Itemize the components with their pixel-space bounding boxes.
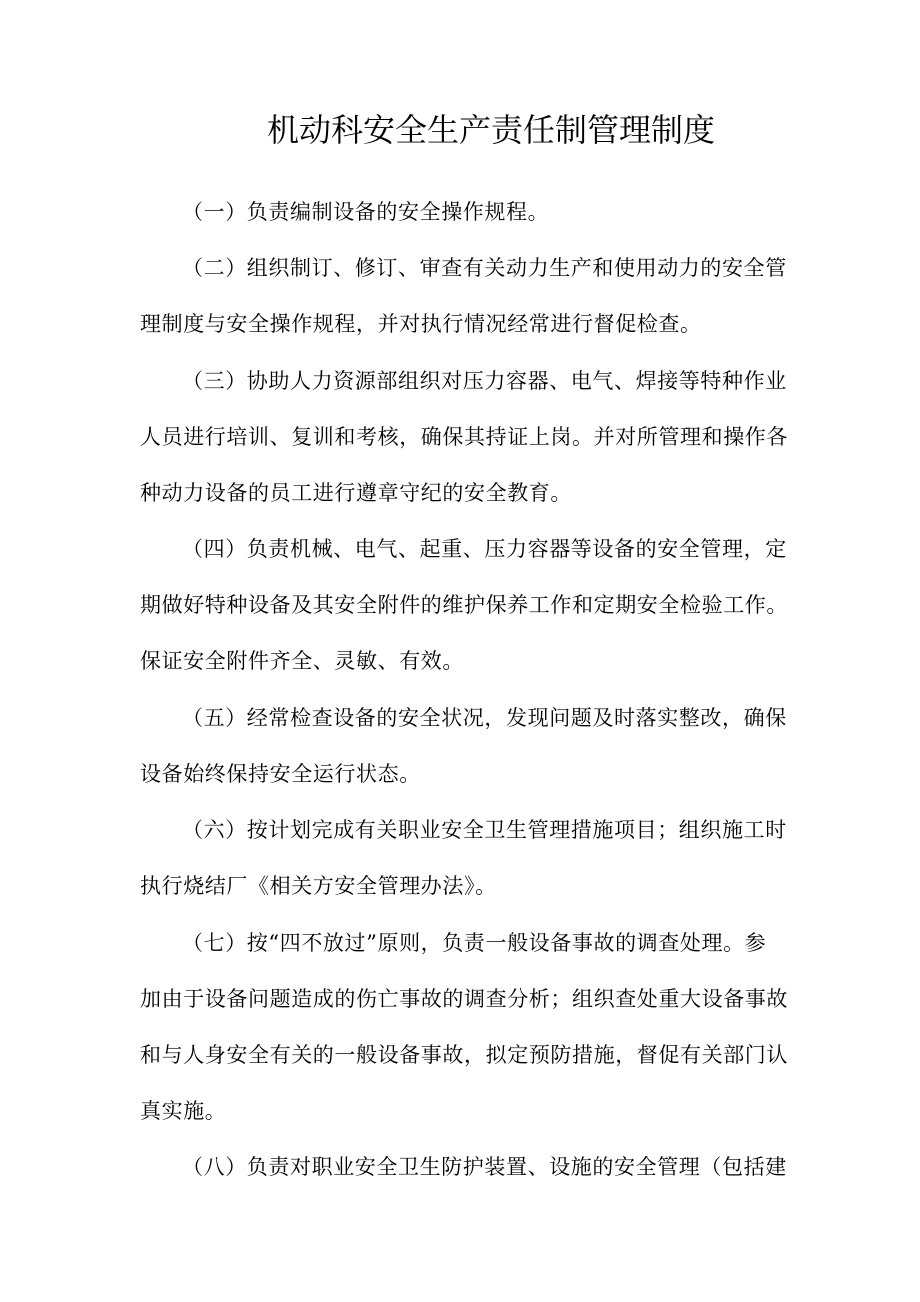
paragraph-4-line-3: 保证安全附件齐全、灵敏、有效。 [140,649,464,673]
paragraph-3-line-3: 种动力设备的员工进行遵章守纪的安全教育。 [140,481,572,505]
paragraph-4-line-1: （四）负责机械、电气、起重、压力容器等设备的安全管理，定 [182,537,787,561]
paragraph-8-line-1: （八）负责对职业安全卫生防护装置、设施的安全管理（包括建 [182,1155,787,1179]
paragraph-6-line-2: 执行烧结厂《相关方安全管理办法》。 [140,874,497,898]
document-title: 机动科安全生产责任制管理制度 [266,111,715,149]
paragraph-3-line-2: 人员进行培训、复训和考核，确保其持证上岗。并对所管理和操作各 [140,425,788,449]
paragraph-1-line-1: （一）负责编制设备的安全操作规程。 [182,200,550,224]
paragraph-6-line-1: （六）按计划完成有关职业安全卫生管理措施项目；组织施工时 [182,818,787,842]
paragraph-4-line-2: 期做好特种设备及其安全附件的维护保养工作和定期安全检验工作。 [140,593,788,617]
paragraph-2-line-2: 理制度与安全操作规程，并对执行情况经常进行督促检查。 [140,312,702,336]
paragraph-5-line-2: 设备始终保持安全运行状态。 [140,762,421,786]
paragraph-7-line-3: 和与人身安全有关的一般设备事故，拟定预防措施，督促有关部门认 [140,1043,788,1067]
paragraph-5-line-1: （五）经常检查设备的安全状况，发现问题及时落实整改，确保 [182,706,787,730]
paragraph-3-line-1: （三）协助人力资源部组织对压力容器、电气、焊接等特种作业 [182,369,787,393]
paragraph-7-line-4: 真实施。 [140,1099,227,1123]
paragraph-2-line-1: （二）组织制订、修订、审查有关动力生产和使用动力的安全管 [182,256,787,280]
paragraph-7-line-2: 加由于设备问题造成的伤亡事故的调查分析；组织查处重大设备事故 [140,987,788,1011]
paragraph-7-line-1: （七）按“四不放过”原则，负责一般设备事故的调查处理。参 [182,931,767,955]
